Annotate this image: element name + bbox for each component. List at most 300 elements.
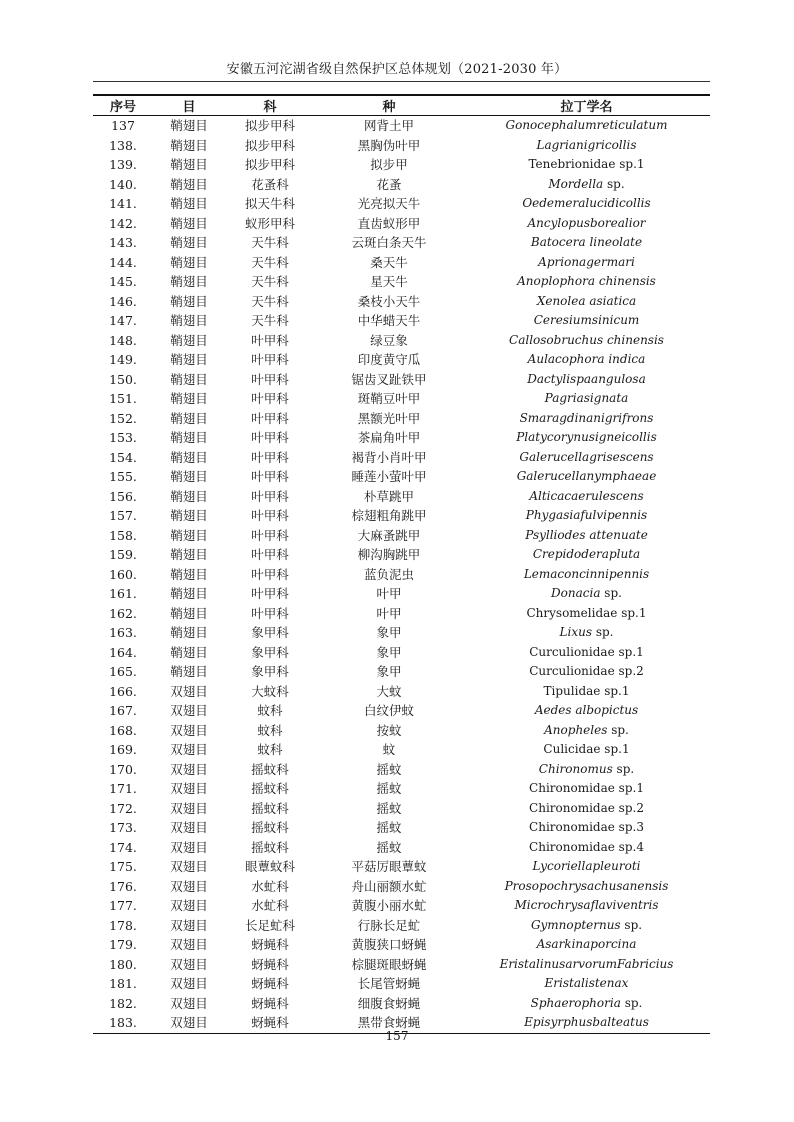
- latin-name-roman: sp.: [620, 917, 643, 932]
- table-row: [93, 175, 710, 195]
- table-row: [93, 350, 710, 370]
- latin-name-roman: Culicidae sp.1: [543, 742, 630, 756]
- cell-latin-name: [463, 818, 710, 838]
- cell-number: 177.: [109, 898, 137, 913]
- cell-number: 156.: [109, 488, 137, 504]
- cell-family: 叶甲科: [251, 332, 289, 348]
- cell-latin-name: [463, 331, 710, 351]
- cell-species: 平菇厉眼蕈蚊: [351, 859, 427, 874]
- cell-species: 摇蚊: [376, 761, 402, 777]
- cell-order: 双翅目: [170, 976, 208, 991]
- cell-order: 双翅目: [170, 742, 208, 757]
- cell-species: 光亮拟天牛: [357, 196, 421, 211]
- cell-species: 按蚊: [376, 722, 402, 738]
- cell-latin-name: [463, 311, 710, 331]
- table-row: [93, 233, 710, 253]
- cell-species: 网背土甲: [363, 118, 414, 133]
- cell-latin-name: [463, 389, 710, 409]
- cell-species: 拟步甲: [370, 157, 408, 172]
- latin-name-italic: Lemaconcinnipennis: [523, 566, 650, 581]
- cell-species: 舟山丽额水虻: [351, 878, 427, 894]
- cell-species: 桑枝小天牛: [357, 293, 421, 309]
- header-rule: [93, 81, 710, 82]
- cell-number: 144.: [109, 254, 137, 270]
- cell-number: 140.: [109, 176, 137, 192]
- cell-latin-name: [463, 838, 710, 858]
- cell-order: 双翅目: [170, 781, 208, 796]
- table-row: [93, 311, 710, 331]
- table-row: [93, 740, 710, 760]
- table-row: [93, 194, 710, 214]
- cell-number: 180.: [109, 956, 137, 972]
- cell-number: 171.: [109, 781, 137, 796]
- cell-species: 白纹伊蚊: [363, 703, 414, 718]
- latin-name-italic: Sphaerophoria: [530, 995, 621, 1010]
- latin-name-roman: Chironomidae sp.2: [529, 800, 644, 815]
- cell-latin-name: [463, 877, 710, 897]
- cell-family: 象甲科: [251, 644, 289, 660]
- cell-number: 179.: [109, 937, 137, 952]
- cell-number: 147.: [109, 313, 137, 328]
- cell-number: 141.: [109, 196, 137, 211]
- cell-species: 象甲: [376, 625, 402, 640]
- latin-name-roman: sp.: [612, 761, 635, 776]
- cell-order: 双翅目: [170, 956, 208, 972]
- cell-latin-name: [463, 740, 710, 760]
- latin-name-italic: Microchrysaflaviventris: [514, 898, 659, 912]
- cell-order: 鞘翅目: [170, 605, 208, 621]
- cell-order: 鞘翅目: [170, 391, 208, 406]
- page-header-title: 安徽五河沱湖省级自然保护区总体规划（2021-2030 年）: [226, 62, 568, 77]
- cell-family: 叶甲科: [251, 488, 289, 504]
- cell-order: 鞘翅目: [170, 625, 208, 640]
- table-row: [93, 389, 710, 409]
- latin-name-italic: Psylliodes attenuate: [525, 527, 648, 542]
- latin-name-roman: sp.: [592, 625, 614, 639]
- cell-latin-name: [463, 428, 710, 448]
- cell-latin-name: [463, 896, 710, 916]
- cell-latin-name: [463, 350, 710, 370]
- table-row: [93, 155, 710, 175]
- cell-species: 摇蚊: [376, 820, 402, 835]
- cell-species: 大麻蚤跳甲: [357, 527, 421, 543]
- cell-family: 眼蕈蚊科: [244, 859, 295, 874]
- table-row: [93, 896, 710, 916]
- cell-species: 叶甲: [376, 586, 402, 601]
- cell-family: 长足虻科: [244, 917, 295, 933]
- table-row: [93, 292, 710, 312]
- table-row: [93, 370, 710, 390]
- cell-order: 鞘翅目: [170, 449, 208, 465]
- table-row: [93, 838, 710, 858]
- table-row: [93, 701, 710, 721]
- latin-name-italic: Chironomus: [538, 761, 613, 776]
- cell-family: 叶甲科: [251, 469, 289, 484]
- cell-latin-name: [463, 175, 710, 195]
- table-row: [93, 604, 710, 624]
- cell-species: 细腹食蚜蝇: [357, 995, 421, 1011]
- cell-order: 鞘翅目: [170, 215, 208, 231]
- cell-number: 161.: [109, 586, 137, 601]
- cell-species: 黄腹小丽水虻: [351, 898, 427, 913]
- table-row: [93, 428, 710, 448]
- cell-number: 145.: [109, 274, 137, 289]
- cell-number: 143.: [109, 235, 137, 250]
- latin-name-italic: Lixus: [559, 625, 592, 639]
- cell-family: 叶甲科: [251, 352, 289, 367]
- cell-latin-name: [463, 974, 710, 994]
- cell-species: 摇蚊: [376, 839, 402, 855]
- cell-order: 鞘翅目: [170, 254, 208, 270]
- cell-species: 星天牛: [370, 274, 408, 289]
- table-row: [93, 409, 710, 429]
- latin-name-italic: Callosobruchus chinensis: [509, 332, 664, 347]
- latin-name-italic: Aedes albopictus: [534, 703, 639, 717]
- cell-number: 159.: [109, 547, 137, 562]
- cell-species: 蚊: [382, 742, 396, 757]
- cell-order: 鞘翅目: [170, 527, 208, 543]
- cell-order: 双翅目: [170, 995, 208, 1011]
- cell-latin-name: [463, 701, 710, 721]
- latin-name-roman: Chironomidae sp.4: [529, 839, 644, 854]
- cell-family: 叶甲科: [251, 527, 289, 543]
- cell-species: 绿豆象: [370, 332, 408, 348]
- cell-number: 139.: [109, 157, 137, 172]
- cell-family: 摇蚊科: [251, 781, 289, 796]
- cell-family: 水虻科: [251, 878, 289, 894]
- table-row: [93, 779, 710, 799]
- cell-latin-name: [463, 526, 710, 546]
- latin-name-roman: sp.: [600, 586, 622, 600]
- table-row: [93, 526, 710, 546]
- cell-number: 153.: [109, 430, 137, 445]
- species-table: [93, 94, 710, 1034]
- cell-order: 鞘翅目: [170, 547, 208, 562]
- cell-family: 叶甲科: [251, 508, 289, 523]
- cell-number: 142.: [109, 215, 137, 231]
- latin-name-italic: Oedemeralucidicollis: [522, 196, 651, 210]
- latin-name-italic: Donacia: [551, 586, 601, 600]
- cell-species: 云斑白条天牛: [351, 235, 427, 250]
- cell-number: 173.: [109, 820, 137, 835]
- table-row: [93, 487, 710, 507]
- table-row: [93, 506, 710, 526]
- cell-order: 双翅目: [170, 683, 208, 699]
- cell-number: 170.: [109, 761, 137, 777]
- cell-order: 鞘翅目: [170, 274, 208, 289]
- latin-name-italic: Aulacophora indica: [527, 352, 646, 366]
- cell-latin-name: [463, 253, 710, 273]
- cell-family: 叶甲科: [251, 449, 289, 465]
- cell-number: 137: [111, 118, 135, 133]
- cell-number: 148.: [109, 332, 137, 348]
- cell-family: 拟步甲科: [244, 157, 295, 172]
- cell-order: 鞘翅目: [170, 664, 208, 679]
- cell-latin-name: [463, 994, 710, 1014]
- cell-number: 164.: [109, 644, 137, 660]
- cell-species: 印度黄守瓜: [357, 352, 421, 367]
- cell-family: 天牛科: [251, 235, 289, 250]
- cell-order: 鞘翅目: [170, 430, 208, 445]
- cell-family: 叶甲科: [251, 605, 289, 621]
- table-row: [93, 682, 710, 702]
- cell-family: 蚊科: [257, 722, 283, 738]
- latin-name-italic: Mordella: [548, 176, 604, 191]
- cell-latin-name: [463, 584, 710, 604]
- cell-number: 149.: [109, 352, 137, 367]
- cell-family: 摇蚊科: [251, 800, 289, 816]
- cell-species: 黑胸伪叶甲: [357, 137, 421, 153]
- cell-family: 蚁形甲科: [244, 215, 295, 231]
- latin-name-italic: Prosopochrysachusanensis: [504, 878, 669, 893]
- cell-species: 叶甲: [376, 605, 402, 621]
- cell-latin-name: [463, 935, 710, 955]
- table-row: [93, 721, 710, 741]
- cell-family: 蚜蝇科: [251, 995, 289, 1011]
- cell-family: 花蚤科: [251, 176, 289, 192]
- latin-name-italic: Anoplophora chinensis: [517, 274, 656, 288]
- cell-order: 双翅目: [170, 761, 208, 777]
- cell-family: 拟步甲科: [244, 137, 295, 153]
- latin-name-roman: sp.: [607, 722, 629, 737]
- cell-species: 象甲: [376, 664, 402, 679]
- cell-number: 158.: [109, 527, 137, 543]
- cell-latin-name: [463, 214, 710, 234]
- latin-name-italic: Lagrianigricollis: [536, 137, 637, 152]
- cell-latin-name: [463, 155, 710, 175]
- cell-latin-name: [463, 467, 710, 487]
- cell-family: 拟步甲科: [244, 118, 295, 133]
- cell-family: 蚜蝇科: [251, 937, 289, 952]
- table-row: [93, 643, 710, 663]
- cell-order: 鞘翅目: [170, 352, 208, 367]
- cell-species: 柳沟胸跳甲: [357, 547, 421, 562]
- cell-family: 蚊科: [257, 742, 283, 757]
- cell-species: 朴草跳甲: [363, 488, 414, 504]
- cell-order: 鞘翅目: [170, 235, 208, 250]
- cell-number: 182.: [109, 995, 137, 1011]
- cell-latin-name: [463, 565, 710, 585]
- latin-name-italic: Xenolea asiatica: [536, 293, 637, 308]
- cell-latin-name: [463, 604, 710, 624]
- cell-number: 174.: [109, 839, 137, 855]
- cell-number: 160.: [109, 566, 137, 582]
- cell-number: 169.: [109, 742, 137, 757]
- latin-name-roman: Chrysomelidae sp.1: [526, 605, 647, 620]
- cell-order: 鞘翅目: [170, 196, 208, 211]
- cell-number: 150.: [109, 371, 137, 387]
- cell-latin-name: [463, 721, 710, 741]
- latin-name-italic: Ancylopusborealior: [527, 215, 646, 230]
- cell-species: 黑额光叶甲: [357, 410, 421, 426]
- cell-family: 摇蚊科: [251, 761, 289, 777]
- cell-latin-name: [463, 955, 710, 975]
- cell-order: 鞘翅目: [170, 118, 208, 133]
- cell-species: 睡莲小萤叶甲: [351, 469, 427, 484]
- cell-latin-name: [463, 799, 710, 819]
- latin-name-roman: Tipulidae sp.1: [543, 683, 630, 698]
- cell-family: 蚜蝇科: [251, 976, 289, 991]
- cell-order: 双翅目: [170, 800, 208, 816]
- cell-latin-name: [463, 233, 710, 253]
- latin-name-roman: Curculionidae sp.2: [529, 664, 644, 678]
- table-row: [93, 877, 710, 897]
- table-row: [93, 331, 710, 351]
- cell-family: 摇蚊科: [251, 820, 289, 835]
- table-row: [93, 116, 710, 136]
- latin-name-italic: Episyrphusbalteatus: [524, 1015, 649, 1029]
- cell-family: 叶甲科: [251, 430, 289, 445]
- cell-species: 褐背小肖叶甲: [351, 449, 427, 465]
- cell-family: 象甲科: [251, 664, 289, 679]
- latin-name-italic: Dactylispaangulosa: [527, 371, 646, 386]
- cell-number: 167.: [109, 703, 137, 718]
- cell-order: 鞘翅目: [170, 644, 208, 660]
- table-row: [93, 467, 710, 487]
- latin-name-italic: Smaragdinanigrifrons: [519, 410, 654, 425]
- cell-species: 直齿蚁形甲: [357, 215, 421, 231]
- latin-name-italic: Batocera lineolate: [530, 235, 643, 249]
- latin-name-italic: Phygasiafulvipennis: [525, 508, 648, 522]
- cell-number: 172.: [109, 800, 137, 816]
- cell-latin-name: [463, 194, 710, 214]
- cell-latin-name: [463, 487, 710, 507]
- cell-family: 蚜蝇科: [251, 956, 289, 972]
- col-header-family: 科: [225, 95, 315, 116]
- cell-species: 黄腹狭口蚜蝇: [351, 937, 427, 952]
- cell-family: 大蚊科: [251, 683, 289, 699]
- cell-number: 146.: [109, 293, 137, 309]
- cell-latin-name: [463, 116, 710, 136]
- cell-family: 摇蚊科: [251, 839, 289, 855]
- cell-order: 双翅目: [170, 703, 208, 718]
- cell-order: 鞘翅目: [170, 488, 208, 504]
- cell-order: 鞘翅目: [170, 293, 208, 309]
- cell-order: 双翅目: [170, 839, 208, 855]
- cell-order: 双翅目: [153, 1013, 225, 1033]
- cell-latin-name: [463, 662, 710, 682]
- table-row: [93, 935, 710, 955]
- cell-species: 长尾管蚜蝇: [357, 976, 421, 991]
- cell-latin-name: [463, 448, 710, 468]
- latin-name-italic: Ceresiumsinicum: [533, 313, 640, 327]
- cell-species: 斑鞘豆叶甲: [357, 391, 421, 406]
- latin-name-roman: Chironomidae sp.1: [529, 781, 644, 795]
- latin-name-italic: Galerucellanymphaeae: [516, 469, 657, 483]
- cell-latin-name: [463, 760, 710, 780]
- page-number: 157: [385, 1029, 409, 1043]
- cell-number: 166.: [109, 683, 137, 699]
- table-row: [93, 799, 710, 819]
- col-header-number: 序号: [93, 95, 153, 116]
- cell-number: 157.: [109, 508, 137, 523]
- cell-order: 双翅目: [170, 820, 208, 835]
- cell-order: 双翅目: [170, 937, 208, 952]
- latin-name-italic: Eristalistenax: [544, 976, 629, 990]
- cell-family: 蚜蝇科: [225, 1013, 315, 1033]
- latin-name-italic: Aprionagermari: [538, 254, 635, 269]
- cell-family: 天牛科: [251, 293, 289, 309]
- cell-number: 181.: [109, 976, 137, 991]
- cell-order: 鞘翅目: [170, 332, 208, 348]
- col-header-species: 种: [315, 95, 463, 116]
- latin-name-italic: Gonocephalumreticulatum: [505, 118, 668, 132]
- cell-species: 摇蚊: [376, 781, 402, 796]
- latin-name-italic: Crepidoderapluta: [532, 547, 641, 561]
- cell-order: 鞘翅目: [170, 371, 208, 387]
- latin-name-roman: sp.: [603, 176, 625, 191]
- latin-name-italic: Alticacaerulescens: [529, 488, 644, 503]
- latin-name-italic: Galerucellagrisescens: [519, 449, 654, 464]
- cell-order: 鞘翅目: [170, 469, 208, 484]
- cell-latin-name: [463, 292, 710, 312]
- table-row: [93, 136, 710, 156]
- table-row: [93, 955, 710, 975]
- cell-order: 双翅目: [170, 917, 208, 933]
- cell-species: 蓝负泥虫: [363, 566, 414, 582]
- cell-order: 鞘翅目: [170, 313, 208, 328]
- cell-latin-name: [463, 779, 710, 799]
- latin-name-roman: Curculionidae sp.1: [529, 644, 644, 659]
- cell-family: 叶甲科: [251, 547, 289, 562]
- latin-name-italic: Asarkinaporcina: [536, 937, 637, 951]
- cell-latin-name: [463, 409, 710, 429]
- cell-family: 蚊科: [257, 703, 283, 718]
- cell-family: 天牛科: [251, 274, 289, 289]
- cell-species: 锯齿叉趾铁甲: [351, 371, 427, 387]
- cell-number: 168.: [109, 722, 137, 738]
- cell-order: 双翅目: [170, 898, 208, 913]
- col-header-order: 目: [153, 95, 225, 116]
- table-row: [93, 760, 710, 780]
- latin-name-italic: Gymnopternus: [530, 917, 621, 932]
- cell-number: 176.: [109, 878, 137, 894]
- latin-name-roman: sp.: [620, 995, 643, 1010]
- table-header-row: [93, 95, 710, 116]
- cell-family: 叶甲科: [251, 371, 289, 387]
- cell-order: 鞘翅目: [170, 586, 208, 601]
- cell-number: 138.: [109, 137, 137, 153]
- cell-order: 鞘翅目: [170, 566, 208, 582]
- cell-order: 双翅目: [170, 859, 208, 874]
- table-row: [93, 253, 710, 273]
- col-header-latin-name: 拉丁学名: [463, 95, 710, 116]
- table-row: [93, 818, 710, 838]
- cell-latin-name: [463, 643, 710, 663]
- cell-latin-name: [463, 272, 710, 292]
- cell-family: 拟天牛科: [244, 196, 295, 211]
- cell-latin-name: [463, 623, 710, 643]
- latin-name-italic: Pagriasignata: [544, 391, 629, 405]
- latin-name-italic: EristalinusarvorumFabricius: [499, 956, 674, 971]
- cell-order: 鞘翅目: [170, 508, 208, 523]
- cell-family: 天牛科: [251, 254, 289, 270]
- table-row: [93, 272, 710, 292]
- cell-family: 叶甲科: [251, 410, 289, 426]
- cell-species: 花蚤: [376, 176, 402, 192]
- latin-name-italic: Platycorynusigneicollis: [516, 430, 657, 444]
- cell-family: 天牛科: [251, 313, 289, 328]
- table-row: [93, 857, 710, 877]
- cell-number: 163.: [109, 625, 137, 640]
- cell-number: 178.: [109, 917, 137, 933]
- table-row: [93, 584, 710, 604]
- cell-number: 155.: [109, 469, 137, 484]
- table-row: [93, 565, 710, 585]
- cell-species: 桑天牛: [370, 254, 408, 270]
- cell-species: 大蚊: [376, 683, 402, 699]
- cell-number: 175.: [109, 859, 137, 874]
